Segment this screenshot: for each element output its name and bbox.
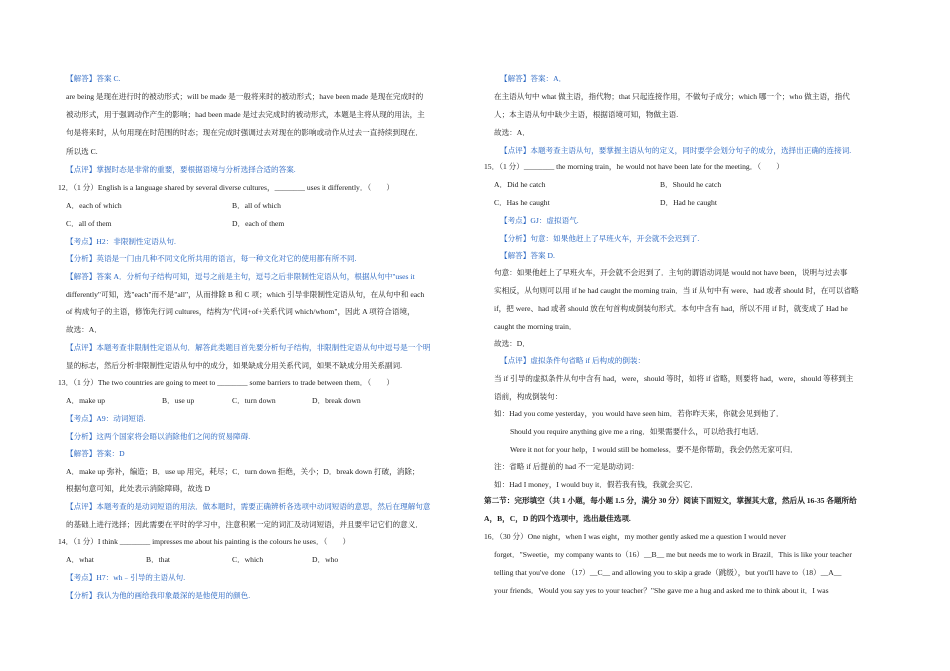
kaodian-13: 【考点】A9：动词短语. — [66, 414, 146, 423]
jieda-15-line: if，把 were、had 或者 should 放在句首构成倒装句形式．本句中含有 had，所以不用 if 时，就变成了 Had he — [494, 304, 848, 313]
option-13-c: C．turn down — [232, 396, 276, 405]
fenxi-15: 【分析】句意：如果他赶上了早班火车，开会就不会迟到了. — [500, 234, 700, 243]
question-12: 12．（1 分）English is a language shared by several diverse cultures，________ uses it differently．（ ） — [58, 183, 395, 192]
option-15-a: A．Did he catch — [494, 180, 546, 189]
question-15: 15．（1 分）________ the morning train，he would not have been late for the meeting．（ ） — [484, 162, 784, 171]
option-14-b: B．that — [146, 555, 171, 564]
example-line: Should you require anything give me a ring．如果需要什么，可以给我打电话． — [510, 427, 764, 436]
section-2-heading: 第二节：完形填空（共 1 小题，每小题 1.5 分，满分 30 分）阅读下面短文，掌握其大意，然后从 16-35 各题所给 — [484, 496, 857, 505]
jieda-15-line: 实相反，从句则可以用 if he had caught the morning train．当 if 从句中有 were、had 或者 should 时，在可以省略 — [494, 286, 859, 295]
jieda-13-line: A．make up 弥补，编造；B．use up 用完，耗尽；C．turn down 拒绝，关小；D．break down 打破，消除； — [66, 467, 420, 476]
dianping-13-line: 的基础上进行选择；因此需要在平时的学习中，注意积累一定的词汇及动词短语，并且要牢记它们的意义． — [66, 520, 423, 529]
fenxi-12: 【分析】英语是一门由几种不同文化所共用的语言，每一种文化对它的使用都有所不同. — [66, 254, 357, 263]
kaodian-15: 【考点】GJ：虚拟语气. — [500, 216, 579, 225]
option-12-c: C．all of them — [66, 219, 112, 228]
jieda-14-line: 在主语从句中 what 做主语，指代物；that 只起连接作用，不做句子成分；which 哪一个；who 做主语，指代 — [494, 92, 850, 101]
example-line: 如：Had I money，I would buy it．假若我有钱，我就会买它． — [494, 480, 698, 489]
jieda-14-line: 故选：A． — [494, 128, 530, 137]
option-15-c: C．Has he caught — [494, 198, 550, 207]
passage-16-line: telling that you've done （17）__C__ and allowing you to skip a grade（跳级），but you'll have to（18）__A__ — [494, 568, 842, 577]
option-14-d: D．who — [312, 555, 339, 564]
example-line: Were it not for your help，I would still be homeless．要不是你帮助，我会仍然无家可归． — [510, 445, 798, 454]
option-13-b: B．use up — [162, 396, 195, 405]
kaodian-12: 【考点】H2：非限制性定语从句. — [66, 237, 176, 246]
option-13-d: D．break down — [312, 396, 361, 405]
dianping-12: 【点评】本题考查非限制性定语从句．解答此类题目首先要分析句子结构，非限制性定语从句中逗号是一个明 — [66, 343, 431, 352]
option-15-b: B．Should he catch — [660, 180, 722, 189]
passage-16-line: 16．（30 分）One night，when I was eight，my mother gently asked me a question I would never — [484, 532, 786, 541]
jieda-15-line: caught the morning train． — [494, 322, 577, 331]
jieda-15-line: 句意：如果他赶上了早班火车，开会就不会迟到了．主句的谓语动词是 would not have been，说明与过去事 — [494, 268, 848, 277]
jieda-12-line: 故选：A． — [66, 325, 102, 334]
dianping-15: 【点评】虚拟条件句省略 if 后构成的倒装： — [500, 356, 646, 365]
option-14-c: C．which — [232, 555, 264, 564]
dianping-12-line: 显的标志，然后分析非限制性定语从句中的成分，如果缺成分用关系代词，如果不缺成分用关系副词. — [66, 361, 403, 370]
explain-11-line: 所以选 C. — [66, 147, 98, 156]
answer-11: 【解答】答案 C. — [66, 74, 121, 83]
option-12-a: A．each of which — [66, 201, 122, 210]
option-12-b: B．all of which — [232, 201, 281, 210]
example-line: 如：Had you come yesterday，you would have seen him．若你昨天来，你就会见到他了． — [494, 409, 784, 418]
jieda-13-line: 根据句意可知，此处表示消除障碍，故选 D — [66, 484, 211, 493]
comment-11: 【点评】掌握时态是非常的重要，要根据语境与分析选择合适的答案. — [66, 165, 296, 174]
dianping-13: 【点评】本题考查的是动词短语的用法．做本题时，需要正确辨析各选项中动词短语的意思，然后在理解句意 — [66, 502, 431, 511]
jieda-12: 【解答】答案 A．分析句子结构可知，逗号之前是主句，逗号之后非限制性定语从句，根据从句中"uses it — [66, 272, 415, 281]
option-14-a: A．what — [66, 555, 94, 564]
passage-16-line: forget．"Sweetie，my company wants to（16）__B__ me but needs me to work in Brazil．This is like your teacher — [494, 550, 852, 559]
option-13-a: A．make up — [66, 396, 106, 405]
explain-11-line: 被动形式，用于强调动作产生的影响；had been made 是过去完成时的被动形式，本题是主将从现的用法，主 — [66, 110, 425, 119]
explain-11-line: are being 是现在进行时的被动形式；will be made 是一般将来时的被动形式；have been made 是现在完成时的 — [66, 92, 424, 101]
jieda-12-line: of 构成句子的主语，修饰先行词 cultures，结构为"代词+of+关系代词 which/whom"，因此 A 项符合语境， — [66, 307, 415, 316]
dianping-15-line: 当 if 引导的虚拟条件从句中含有 had，were，should 等时，如将 if 省略，则要将 had，were，should 等移到主 — [494, 374, 854, 383]
question-13: 13．（1 分）The two countries are going to meet to ________ some barriers to trade between them．（ ） — [58, 378, 394, 387]
question-14: 14．（1 分）I think ________ impresses me about his painting is the colours he uses．（ ） — [58, 537, 351, 546]
jieda-14: 【解答】答案：A． — [500, 74, 567, 83]
fenxi-14: 【分析】我认为他的画给我印象最深的是他使用的颜色. — [66, 591, 251, 600]
option-15-d: D．Had he caught — [660, 198, 717, 207]
jieda-12-line: differently"可知，选"each"而不是"all"，从而排除 B 和 C 项；which 引导非限制性定语从句，在从句中和 each — [66, 290, 425, 299]
jieda-15: 【解答】答案 D. — [500, 251, 555, 260]
example-line: 注：省略 if 后提前的 had 不一定是助动词： — [494, 462, 639, 471]
dianping-14: 【点评】本题考查主语从句，要掌握主语从句的定义，同时要学会划分句子的成分，选择出正确的连接词. — [500, 146, 852, 155]
fenxi-13: 【分析】这两个国家将会晤以消除他们之间的贸易障碍. — [66, 432, 251, 441]
section-2-heading-line: A，B，C，D 的四个选项中，选出最佳选项. — [484, 514, 631, 523]
explain-11-line: 句是将来时，从句用现在时范围的时态；现在完成时强调过去对现在的影响或动作从过去一直持续到现在． — [66, 128, 423, 137]
dianping-15-line: 语前，构成倒装句： — [494, 392, 563, 401]
option-12-d: D．each of them — [232, 219, 285, 228]
passage-16-line: your friends．Would you say yes to your teacher？"She gave me a hug and asked me to think about it．I was — [494, 586, 829, 595]
jieda-13: 【解答】答案：D — [66, 449, 125, 458]
jieda-15-line: 故选：D． — [494, 339, 530, 348]
kaodian-14: 【考点】H7：wh﹣引导的主语从句. — [66, 573, 186, 582]
jieda-14-line: 人；本主语从句中缺少主语，根据语境可知，物做主语. — [494, 110, 679, 119]
